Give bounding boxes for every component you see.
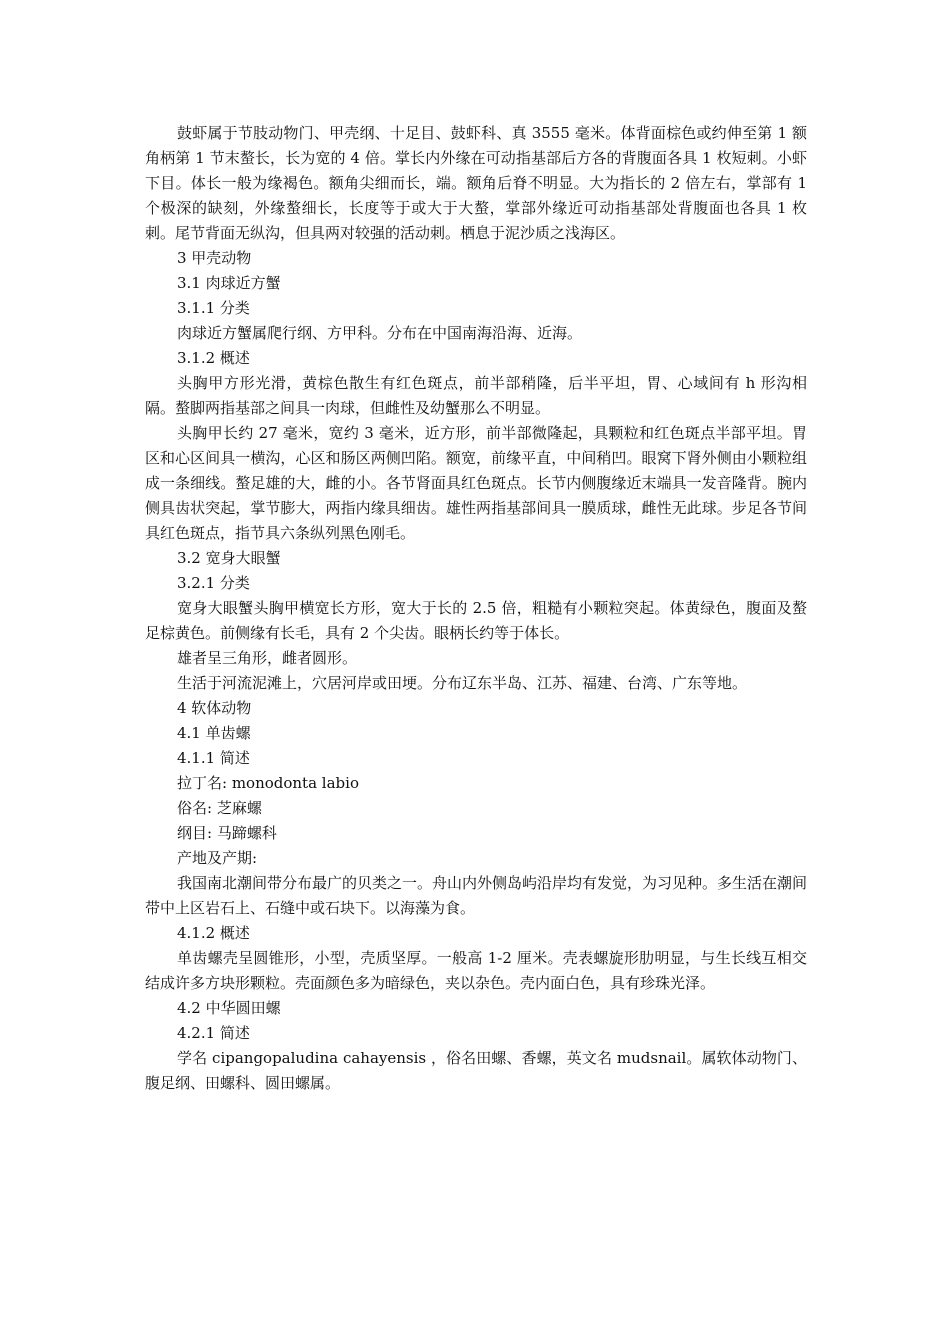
- heading-monodonta-summary: 4.1.1 简述: [177, 749, 250, 767]
- heading-river-snail-section: 4.2 中华圆田螺: [177, 999, 281, 1017]
- heading-crab-overview: 3.1.2 概述: [177, 349, 250, 367]
- heading-crustacea: 3 甲壳动物: [177, 249, 252, 267]
- heading-mollusca: 4 软体动物: [177, 699, 252, 717]
- line-common-name: 俗名: 芝麻螺: [177, 799, 262, 817]
- heading-monodonta-section: 4.1 单齿螺: [177, 724, 251, 742]
- paragraph-monodonta-distribution: 我国南北潮间带分布最广的贝类之一。舟山内外侧岛屿沿岸均有发觉，为习见种。多生活在潮间带中上区岩石上、石缝中或石块下。以海藻为食。: [145, 874, 808, 917]
- paragraph-crab-detail: 头胸甲长约 27 毫米，宽约 3 毫米，近方形，前半部微隆起，具颗粒和红色斑点半部平坦。胃区和心区间具一横沟，心区和肠区两侧凹陷。额宽，前缘平直，中间稍凹。眼窝下肾外侧由小颗粒组成一条细线。螯足雄的大，雌的小。各节肾面具红色斑点。长节内侧腹缘近末端具一发音隆背。腕内侧具齿状突起，掌节膨大，两指内缘具细齿。雄性两指基部间具一膜质球，雌性无此球。步足各节间具红色斑点，指节具六条纵列黑色刚毛。: [145, 424, 807, 542]
- heading-crab-classification: 3.1.1 分类: [177, 299, 250, 317]
- line-origin-label: 产地及产期:: [177, 849, 258, 867]
- paragraph-eye-crab-description: 宽身大眼蟹头胸甲横宽长方形，宽大于长的 2.5 倍，粗糙有小颗粒突起。体黄绿色，腹面及螯足棕黄色。前侧缘有长毛，具有 2 个尖齿。眼柄长约等于体长。: [145, 599, 807, 642]
- paragraph-crab-overview: 头胸甲方形光滑，黄棕色散生有红色斑点，前半部稍隆，后半平坦，胃、心域间有 h 形沟相隔。螯脚两指基部之间具一肉球，但雌性及幼蟹那么不明显。: [145, 374, 807, 417]
- heading-monodonta-overview: 4.1.2 概述: [177, 924, 250, 942]
- document-body: [145, 121, 807, 1096]
- paragraph-river-snail-summary: 学名 cipangopaludina cahayensis ，俗名田螺、香螺，英文名 mudsnail。属软体动物门、腹足纲、田螺科、圆田螺属。: [145, 1049, 807, 1092]
- paragraph-eye-crab-habitat: 生活于河流泥滩上，穴居河岸或田埂。分布辽东半岛、江苏、福建、台湾、广东等地。: [177, 674, 748, 692]
- heading-eye-crab-classification: 3.2.1 分类: [177, 574, 250, 592]
- paragraph-crab-classification: 肉球近方蟹属爬行纲、方甲科。分布在中国南海沿海、近海。: [177, 324, 583, 342]
- line-family: 纲目: 马蹄螺科: [177, 824, 277, 842]
- heading-crab-section: 3.1 肉球近方蟹: [177, 274, 281, 292]
- paragraph-shrimp-description: 鼓虾属于节肢动物门、甲壳纲、十足目、鼓虾科、真 3555 毫米。体背面棕色或约伸至第 1 额角柄第 1 节末螯长，长为宽的 4 倍。掌长内外缘在可动指基部后方各的背腹面各具 1 枚短刺。小虾下目。体长一般为缘褐色。额角尖细而长，端。额角后脊不明显。大为指长的 2 倍左右，掌部有 1 个极深的缺刻，外缘螯细长，长度等于或大于大螯，掌部外缘近可动指基部处背腹面也各具 1 枚刺。尾节背面无纵沟，但具两对较强的活动刺。栖息于泥沙质之浅海区。: [145, 124, 807, 242]
- paragraph-monodonta-overview: 单齿螺壳呈圆锥形，小型，壳质坚厚。一般高 1-2 厘米。壳表螺旋形肋明显，与生长线互相交结成许多方块形颗粒。壳面颜色多为暗绿色，夹以杂色。壳内面白色，具有珍珠光泽。: [145, 949, 807, 992]
- paragraph-eye-crab-sex: 雄者呈三角形，雌者圆形。: [177, 649, 358, 667]
- heading-river-snail-summary: 4.2.1 简述: [177, 1024, 250, 1042]
- line-latin-name: 拉丁名: monodonta labio: [177, 774, 359, 792]
- heading-eye-crab-section: 3.2 宽身大眼蟹: [177, 549, 281, 567]
